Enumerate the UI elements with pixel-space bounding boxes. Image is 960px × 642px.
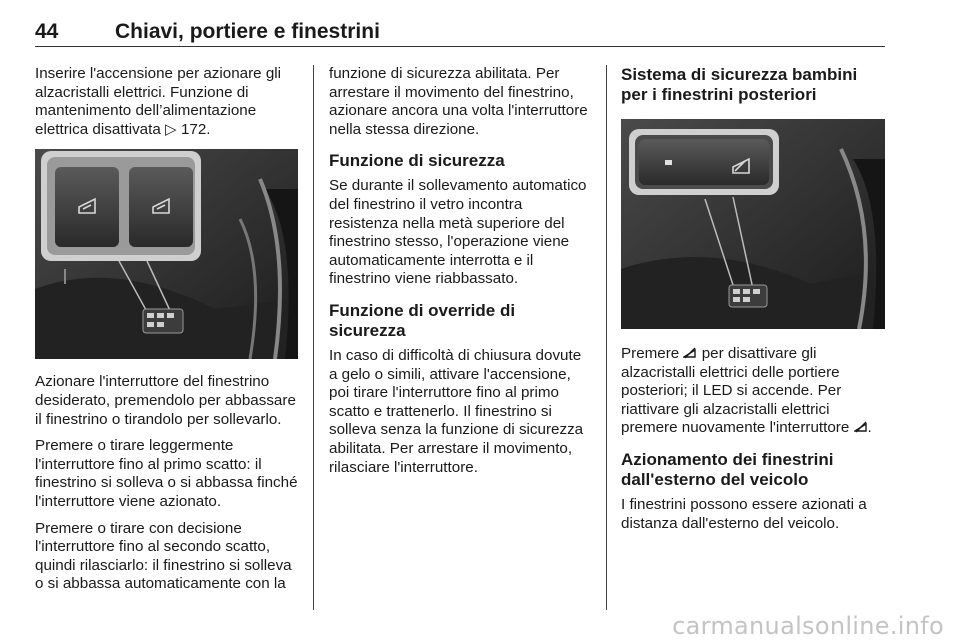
- page-ref-arrow-icon: ▷: [165, 120, 177, 138]
- child-lock-icon: [683, 347, 697, 359]
- column-divider: [313, 65, 314, 610]
- heading-remote-operation: Azionamento dei finestrini dall'esterno del veicolo: [621, 449, 834, 489]
- paragraph-safety-function: Se durante il sollevamento automatico del finestrino il vetro incontra resistenza nella metà superiore del finestrino stesso, l'operazione viene automaticamente interrotta e il finestrino viene riabbassato.: [329, 177, 587, 288]
- paragraph-second-detent: Premere o tirare con decisione l'interruttore fino al secondo scatto, quindi rilasciarlo: il finestrino si solleva o si abbassa automaticamente con la: [35, 519, 292, 593]
- paragraph-first-detent: Premere o tirare leggermente l'interruttore fino al primo scatto: il finestrino si solleva o si abbassa finché l'interruttore viene azionato.: [35, 437, 298, 510]
- watermark: carmanualsonline.info: [672, 612, 944, 640]
- heading-safety-override: Funzione di override di sicurezza: [329, 300, 516, 340]
- page-title: Chiavi, portiere e finestrini: [115, 20, 380, 43]
- paragraph-operate-switch: Azionare l'interruttore del finestrino desiderato, premendolo per abbassare il finestrino o tirandolo per sollevarlo.: [35, 373, 296, 428]
- column-2: [329, 65, 591, 485]
- column-3: [621, 65, 887, 541]
- paragraph-continued: funzione di sicurezza abilitata. Per arrestare il movimento del finestrino, azionare ancora una volta l'interruttore nella stessa direzione.: [329, 65, 588, 138]
- intro-paragraph: Inserire l'accensione per azionare gli alzacristalli elettrici. Funzione di mantenimento dell’alimentazione elettrica disattivata ▷ 172.: [35, 65, 282, 138]
- heading-child-safety: Sistema di sicurezza bambini per i finestrini posteriori: [621, 65, 858, 104]
- page-header: [35, 6, 885, 47]
- child-lock-icon: [854, 421, 868, 433]
- paragraph-child-lock: Premere per disattivare gli alzacristalli elettrici delle portiere posteriori; il LED si accende. Per riattivare gli alzacristalli elettrici premere nuovamente l'interruttore .: [621, 345, 872, 437]
- paragraph-safety-override: In caso di difficoltà di chiusura dovute a gelo o simili, attivare l'accensione, poi tirare l'interruttore fino al primo scatto e trattenerlo. Il finestrino si solleva senza la funzione di sicurezza abilitata. Per arrestare il movimento, rilasciare l'interruttore.: [329, 346, 584, 476]
- child-lock-switch-photo: [621, 119, 885, 329]
- page-ref[interactable]: 172.: [180, 120, 211, 138]
- column-1: [35, 65, 301, 602]
- column-divider: [606, 65, 607, 610]
- paragraph-remote-operation: I finestrini possono essere azionati a distanza dall'esterno del veicolo.: [621, 495, 867, 532]
- page-number: 44: [35, 20, 59, 43]
- heading-safety-function: Funzione di sicurezza: [329, 151, 505, 171]
- window-switch-photo: [35, 149, 298, 359]
